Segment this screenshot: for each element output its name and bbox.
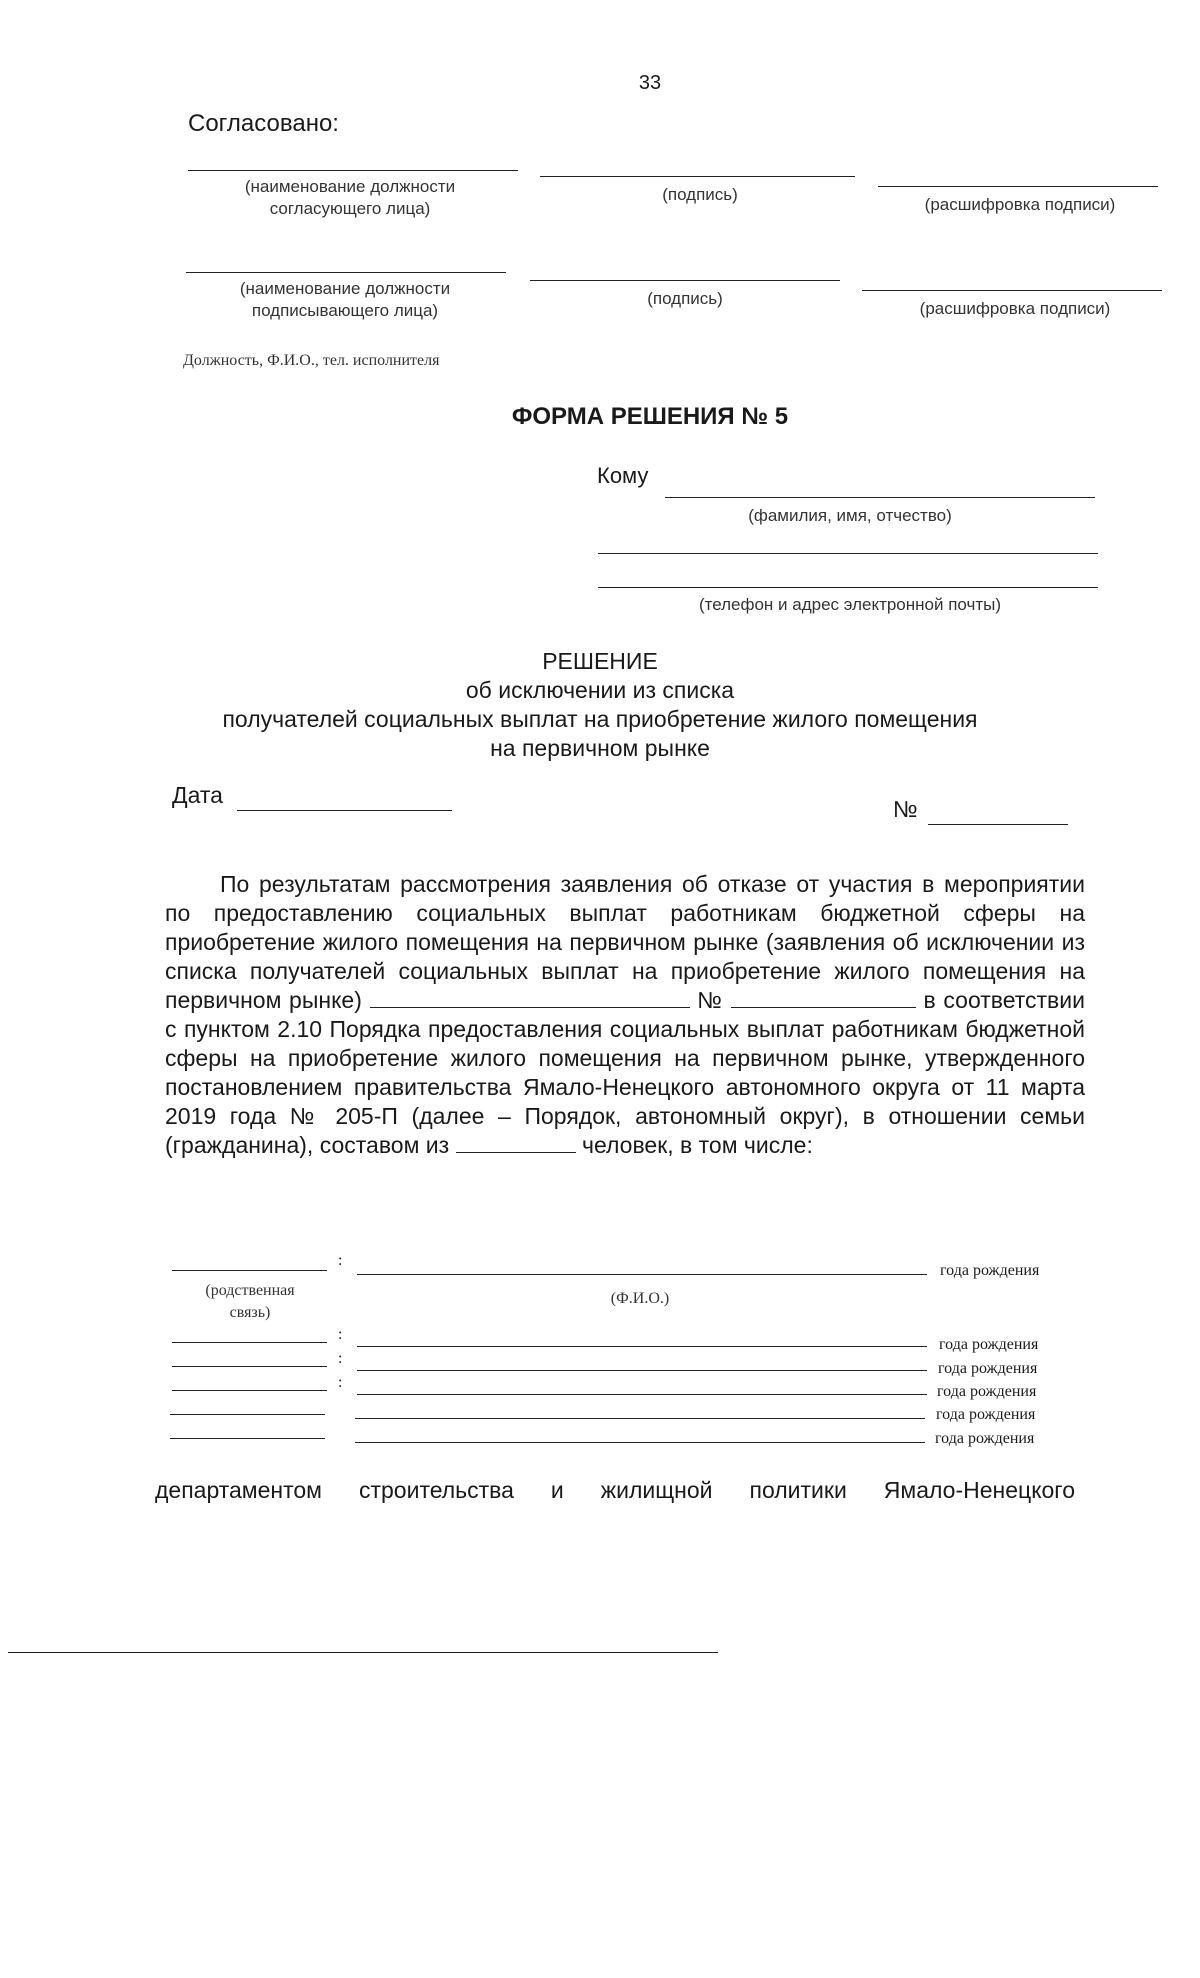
family-size-blank bbox=[456, 1132, 576, 1153]
decoding-line-signer bbox=[862, 290, 1162, 291]
fio-line bbox=[357, 1370, 927, 1371]
recipient-label: Кому bbox=[597, 463, 649, 488]
page-number: 33 bbox=[638, 72, 662, 94]
signature-line bbox=[540, 176, 855, 177]
position-signature-line bbox=[188, 170, 518, 171]
decision-title-line3: получателей социальных выплат на приобретение жилого помещения bbox=[222, 706, 978, 732]
fio-line bbox=[357, 1346, 927, 1347]
decision-body bbox=[165, 870, 1085, 1160]
department-line: департаментом строительства и жилищной политики Ямало-Ненецкого bbox=[155, 1477, 1075, 1503]
decision-title-line4: на первичном рынке bbox=[490, 735, 710, 761]
application-number-blank bbox=[731, 987, 916, 1008]
relation-line bbox=[172, 1390, 327, 1391]
executor-line: Должность, Ф.И.О., тел. исполнителя bbox=[183, 352, 440, 369]
fio-line bbox=[357, 1274, 927, 1275]
birth-year-label: года рождения bbox=[936, 1406, 1036, 1423]
position-caption-signer: (наименование должности подписывающего лица) bbox=[239, 279, 451, 320]
number-line bbox=[928, 824, 1068, 825]
relation-line bbox=[172, 1342, 327, 1343]
colon: : bbox=[338, 1374, 343, 1391]
body-part3: человек, в том числе: bbox=[581, 1132, 813, 1158]
fio-line bbox=[355, 1418, 925, 1419]
recipient-extra-line bbox=[598, 553, 1098, 554]
decoding-line bbox=[878, 186, 1158, 187]
birth-year-label: года рождения bbox=[939, 1336, 1039, 1353]
fio-line bbox=[357, 1394, 927, 1395]
recipient-contact-caption: (телефон и адрес электронной почты) bbox=[698, 595, 1002, 614]
approval-label: Согласовано: bbox=[188, 110, 339, 137]
relation-line bbox=[172, 1270, 327, 1271]
birth-year-label: года рождения bbox=[937, 1383, 1037, 1400]
signature-caption-approver: (подпись) bbox=[662, 185, 738, 204]
birth-year-label: года рождения bbox=[935, 1430, 1035, 1447]
footnote-separator bbox=[8, 1652, 718, 1653]
colon: : bbox=[338, 1326, 343, 1343]
relation-line bbox=[172, 1366, 327, 1367]
date-label: Дата bbox=[172, 782, 223, 808]
position-signer-line bbox=[186, 272, 506, 273]
body-part2: в соответствии с пунктом 2.10 Порядка предоставления социальных выплат работникам бюджетной сферы на приобретение жилого помещения на первичном рынке, утвержденного постановлением правительства Ямало-Ненецкого автономного округа от 11 марта 2019 года № 205-П (далее – Порядок, автономный округ), в отношении семьи (гражданина), составом из bbox=[165, 987, 1085, 1158]
position-caption-approver: (наименование должности согласующего лица) bbox=[244, 177, 456, 218]
application-date-blank bbox=[370, 987, 690, 1008]
relation-caption: (родственная связь) bbox=[205, 1282, 295, 1321]
recipient-contact-line bbox=[598, 587, 1098, 588]
recipient-name-line bbox=[665, 497, 1095, 498]
recipient-name-caption: (фамилия, имя, отчество) bbox=[748, 506, 952, 525]
colon: : bbox=[338, 1252, 343, 1269]
decoding-caption-signer: (расшифровка подписи) bbox=[919, 299, 1111, 318]
number-label: № bbox=[893, 796, 918, 822]
decision-title-line2: об исключении из списка bbox=[465, 677, 735, 703]
body-number-sign: № bbox=[697, 987, 724, 1013]
date-line bbox=[237, 810, 452, 811]
relation-line bbox=[170, 1438, 325, 1439]
decoding-caption-approver: (расшифровка подписи) bbox=[924, 195, 1116, 214]
fio-line bbox=[355, 1442, 925, 1443]
form-title: ФОРМА РЕШЕНИЯ № 5 bbox=[511, 403, 789, 430]
signature-line-signer bbox=[530, 280, 840, 281]
decision-title bbox=[150, 647, 1050, 763]
relation-line bbox=[170, 1414, 325, 1415]
signature-caption-signer: (подпись) bbox=[647, 289, 723, 308]
birth-year-label: года рождения bbox=[940, 1262, 1040, 1279]
colon: : bbox=[338, 1350, 343, 1367]
fio-caption: (Ф.И.О.) bbox=[610, 1290, 670, 1307]
body-part1: По результатам рассмотрения заявления об отказе от участия в мероприятии по предоставлению социальных выплат работникам бюджетной сферы на приобретение жилого помещения на первичном рынке (заявления об исключении из списка получателей социальных выплат на приобретение жилого помещения на первичном рынке) bbox=[165, 871, 1085, 1013]
birth-year-label: года рождения bbox=[938, 1360, 1038, 1377]
decision-title-line1: РЕШЕНИЕ bbox=[542, 648, 658, 674]
